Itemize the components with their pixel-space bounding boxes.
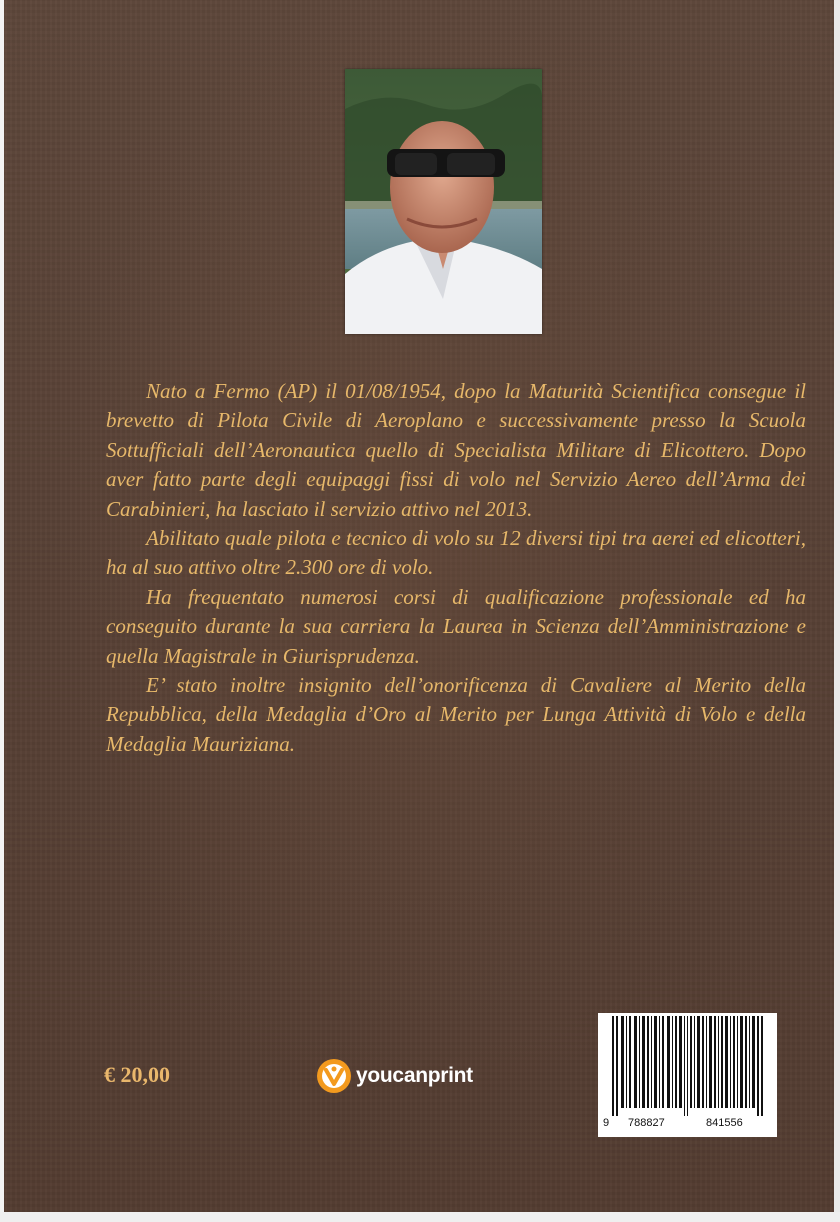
price-label: € 20,00 [104, 1062, 170, 1087]
scan-edge-bottom [0, 1212, 840, 1222]
bio-paragraph: Ha frequentato numerosi corsi di qualificazione professionale ed ha conseguito durante la sua carriera la Laurea in Scienza dell’Amministrazione e quella Magistrale in Giurisprudenza. [106, 584, 806, 668]
bio-paragraph: E’ stato inoltre insignito dell’onorificenza di Cavaliere al Merito della Repubblica, della Medaglia d’Oro al Merito per Lunga Attività di Volo e della Medaglia Mauriziana. [106, 673, 806, 756]
scan-edge-left [0, 0, 4, 1222]
barcode-bars [602, 1016, 773, 1116]
isbn-digit-first: 9 [603, 1117, 610, 1129]
publisher-name: youcanprint [356, 1064, 473, 1087]
isbn-group-right: 841556 [706, 1117, 743, 1129]
scan-edge-right [834, 0, 840, 1222]
isbn-group-left: 788827 [628, 1117, 665, 1129]
author-bio [106, 377, 806, 759]
author-photo [345, 69, 542, 334]
publisher-logo-icon [316, 1058, 352, 1094]
publisher-logo [316, 1058, 473, 1094]
bio-paragraph: Abilitato quale pilota e tecnico di volo su 12 diversi tipi tra aerei ed elicotteri, ha al suo attivo oltre 2.300 ore di volo. [106, 526, 806, 580]
isbn-number [598, 1117, 777, 1135]
isbn-barcode [598, 1013, 777, 1137]
bio-paragraph: Nato a Fermo (AP) il 01/08/1954, dopo la Maturità Scientifica consegue il brevetto di Pilota Civile di Aeroplano e successivamente presso la Scuola Sottufficiali dell’Aeronautica quello di Specialista Militare di Elicottero. Dopo aver fatto parte degli equipaggi fissi di volo nel Servizio Aereo dell’Arma dei Carabinieri, ha lasciato il servizio attivo nel 2013. [106, 379, 806, 521]
